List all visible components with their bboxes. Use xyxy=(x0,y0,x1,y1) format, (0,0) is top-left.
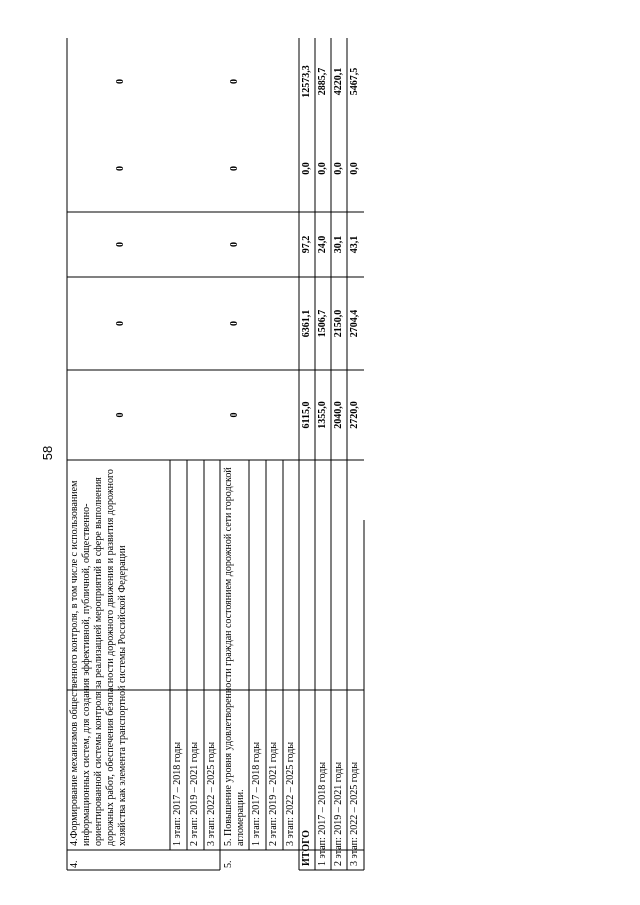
value-cell: 0 xyxy=(115,242,126,247)
value-cell: 0 xyxy=(229,166,240,171)
row-number: 5. xyxy=(223,860,234,868)
stage-value: 5467,5 xyxy=(349,67,360,96)
row-number: 4. xyxy=(69,860,80,868)
total-value: 12573,3 xyxy=(301,65,312,98)
value-cell: 0 xyxy=(229,79,240,84)
value-cell: 0 xyxy=(229,412,240,418)
stage-value: 2885,7 xyxy=(317,67,328,96)
stage-value: 1355,0 xyxy=(317,401,328,429)
stage-label: 3 этап: 2022 – 2025 годы xyxy=(285,741,296,846)
stage-label: 2 этап: 2019 – 2021 годы xyxy=(268,741,279,846)
stage-value: 24,0 xyxy=(317,235,328,254)
stage-value: 0,0 xyxy=(349,162,360,175)
stage-value: 0,0 xyxy=(317,162,328,175)
stage-value: 43,1 xyxy=(349,235,360,254)
value-cell: 0 xyxy=(115,79,126,84)
budget-table xyxy=(67,38,364,870)
value-cell: 0 xyxy=(115,166,126,171)
stage-label: 3 этап: 2022 – 2025 годы xyxy=(206,741,217,846)
stage-value: 2720,0 xyxy=(349,401,360,429)
stage-value: 2150,0 xyxy=(333,309,344,338)
stage-value: 30,1 xyxy=(333,235,344,254)
total-label: ИТОГО xyxy=(301,830,312,866)
stage-label: 2 этап: 2019 – 2021 годы xyxy=(333,761,344,866)
stage-value: 2704,4 xyxy=(349,309,360,338)
value-cell: 0 xyxy=(115,412,126,418)
activity-name: 5. Повышение уровня удовлетворенности граждан состоянием дорожной сети городской агломерации. xyxy=(223,467,246,846)
total-value: 6361,1 xyxy=(301,309,312,338)
stage-label: 1 этап: 2017 – 2018 годы xyxy=(317,761,328,866)
stage-label: 1 этап: 2017 – 2018 годы xyxy=(251,741,262,846)
value-cell: 0 xyxy=(229,242,240,247)
stage-value: 4220,1 xyxy=(333,67,344,96)
stage-value: 2040,0 xyxy=(333,401,344,429)
total-value: 97,2 xyxy=(301,235,312,254)
stage-value: 0,0 xyxy=(333,162,344,175)
activity-name: 4.Формирование механизмов общественного контроля, в том числе с использованием информационных систем, для создания эффективной, публичной, общественно-ориентированной системы контроля за реализацией мероприятий в сфере выполнения дорожных работ, обеспечения безопасности дорожного движения и развития дорожного хозяйства как элемента транспортной системы Российской Федерации xyxy=(69,469,128,846)
total-value: 0,0 xyxy=(301,162,312,175)
value-cell: 0 xyxy=(115,321,126,326)
stage-label: 2 этап: 2019 – 2021 годы xyxy=(189,741,200,846)
page-number: 58 xyxy=(40,445,55,461)
stage-label: 3 этап: 2022 – 2025 годы xyxy=(349,761,360,866)
value-cell: 0 xyxy=(229,321,240,326)
stage-label: 1 этап: 2017 – 2018 годы xyxy=(172,741,183,846)
stage-value: 1506,7 xyxy=(317,309,328,338)
total-value: 6115,0 xyxy=(301,401,312,429)
